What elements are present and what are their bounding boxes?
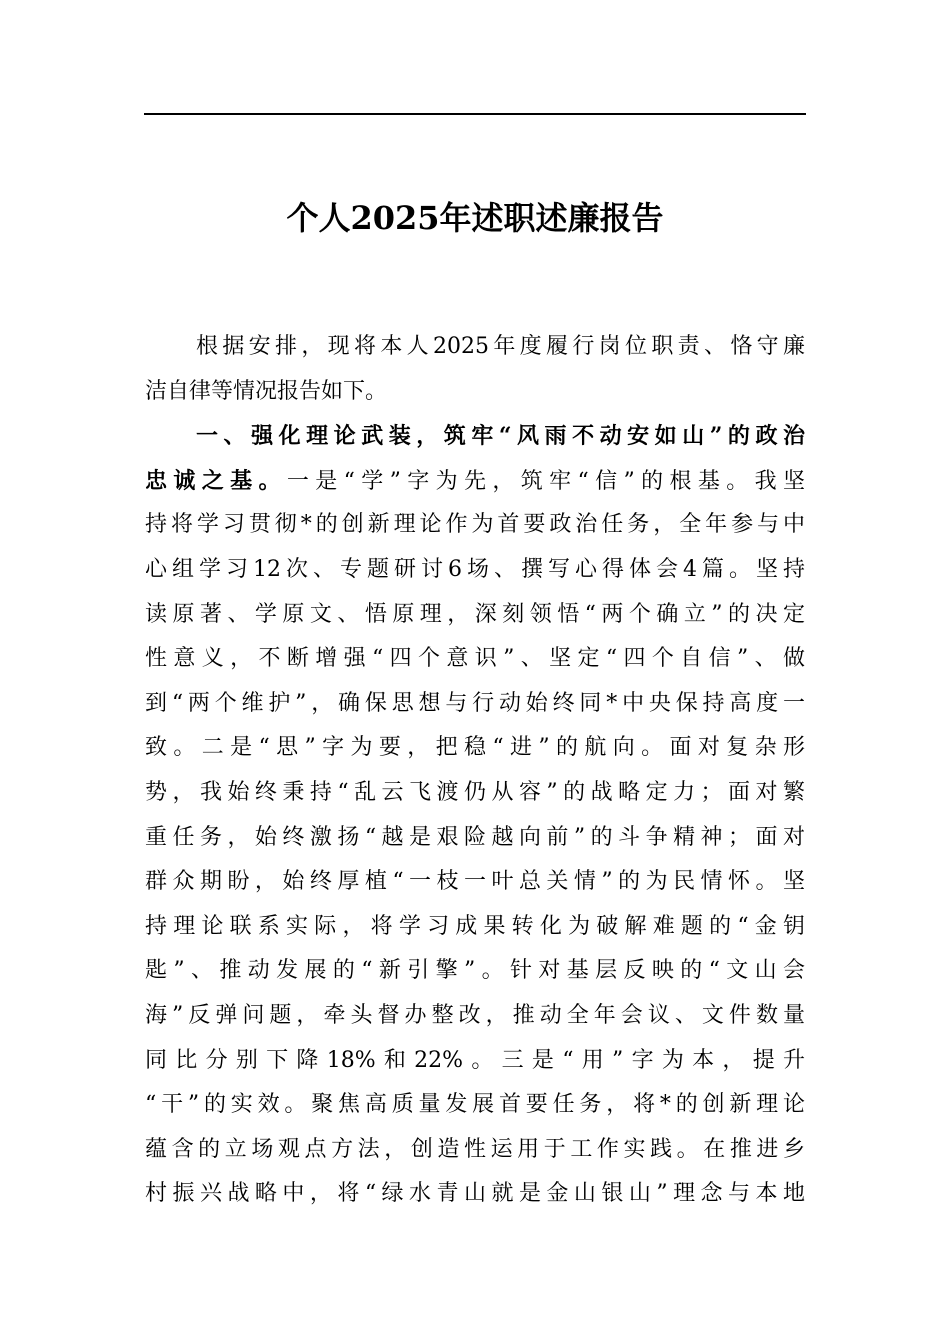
line-text: 洁自律等情况报告如下。 [145, 378, 388, 404]
body-line-10 [145, 726, 805, 771]
line-text: 重任务，始终激扬“越是艰险越向前”的斗争精神；面对 [145, 824, 805, 850]
line-text: 读原著、学原文、悟原理，深刻领悟“两个确立”的决定 [145, 601, 805, 627]
line-text: 同比分别下降18%和22%。三是“用”字为本，提升 [145, 1047, 805, 1073]
document-title: 个人2025年述职述廉报告 [286, 199, 664, 237]
body-line-14 [145, 905, 805, 950]
line-text: 蕴含的立场观点方法，创造性运用于工作实践。在推进乡 [145, 1136, 805, 1162]
body-line-12 [145, 816, 805, 861]
body-line-18 [145, 1083, 805, 1128]
line-text: 匙”、推动发展的“新引擎”。针对基层反映的“文山会 [145, 958, 805, 984]
line-text: 致。二是“思”字为要，把稳“进”的航向。面对复杂形 [145, 735, 805, 761]
header-rule [144, 113, 806, 115]
body-line-7 [145, 593, 805, 638]
line-text: 到“两个维护”，确保思想与行动始终同*中央保持高度一 [145, 690, 805, 716]
line-text: 一是“学”字为先，筑牢“信”的根基。我坚 [286, 468, 805, 494]
body-line-9 [145, 682, 805, 727]
line-text: “干”的实效。聚焦高质量发展首要任务，将*的创新理论 [145, 1092, 805, 1118]
body-line-2 [145, 370, 805, 415]
body-line-19 [145, 1128, 805, 1173]
line-text: 村振兴战略中，将“绿水青山就是金山银山”理念与本地 [145, 1181, 805, 1207]
body-line-11 [145, 771, 805, 816]
document-body [145, 325, 805, 1217]
line-text: 心组学习12次、专题研讨6场、撰写心得体会4篇。坚持 [145, 556, 805, 582]
body-line-8 [145, 637, 805, 682]
body-line-5 [145, 503, 805, 548]
section-heading-line-2 [145, 459, 805, 504]
section-heading-line-1 [145, 414, 805, 459]
body-line-15 [145, 949, 805, 994]
body-line-1 [145, 325, 805, 370]
body-line-20 [145, 1172, 805, 1217]
line-text: 群众期盼，始终厚植“一枝一叶总关情”的为民情怀。坚 [145, 869, 805, 895]
section-heading: 一、强化理论武装，筑牢“风雨不动安如山”的政治 [196, 423, 805, 450]
line-text: 持理论联系实际，将学习成果转化为破解难题的“金钥 [145, 913, 805, 939]
body-line-6 [145, 548, 805, 593]
section-heading-end: 忠诚之基。 [145, 467, 287, 494]
line-text: 根据安排，现将本人2025年度履行岗位职责、恪守廉 [196, 334, 805, 359]
line-text: 海”反弹问题，牵头督办整改，推动全年会议、文件数量 [145, 1002, 805, 1028]
body-line-17 [145, 1039, 805, 1084]
line-text: 持将学习贯彻*的创新理论作为首要政治任务，全年参与中 [145, 512, 805, 538]
body-line-16 [145, 994, 805, 1039]
line-text: 势，我始终秉持“乱云飞渡仍从容”的战略定力；面对繁 [145, 779, 805, 805]
line-text: 性意义，不断增强“四个意识”、坚定“四个自信”、做 [145, 646, 805, 672]
body-line-13 [145, 860, 805, 905]
